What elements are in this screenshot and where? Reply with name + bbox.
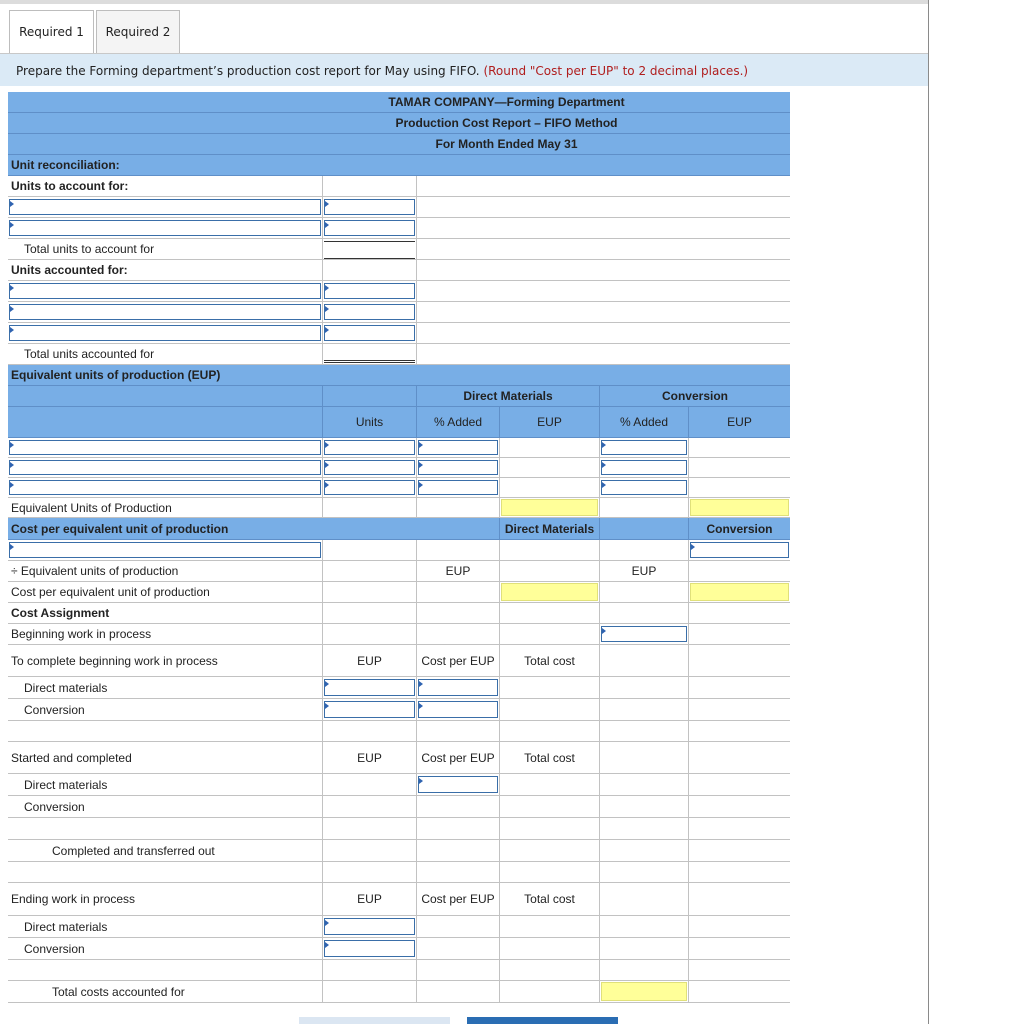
- dm-eup-total[interactable]: [501, 499, 598, 516]
- tc-eup-header: EUP: [357, 653, 382, 668]
- cost-per-eup-heading: Cost per equivalent unit of production: [11, 521, 229, 536]
- sc-cost-per-eup-header: Cost per EUP: [421, 750, 495, 765]
- tc-conv-label: Conversion: [24, 702, 85, 717]
- ewip-dm-label: Direct materials: [24, 919, 108, 934]
- dm-eup-header: EUP: [537, 415, 562, 429]
- next-button[interactable]: [467, 1017, 618, 1024]
- units-input-row: [8, 281, 790, 302]
- started-completed-label: Started and completed: [11, 750, 132, 765]
- eup-column-header: [8, 407, 790, 438]
- to-complete-label: To complete beginning work in process: [11, 653, 218, 668]
- instruction-text: Prepare the Forming department’s production cost report for May using FIFO.: [16, 64, 480, 78]
- dm-pct-added-header: % Added: [433, 415, 483, 429]
- eup-input-row: [8, 458, 790, 478]
- units-accounted-label-input-1[interactable]: [9, 283, 321, 299]
- eup-input-row: [8, 478, 790, 498]
- ewip-total-cost-header: Total cost: [524, 892, 575, 906]
- cpe-conv-header: Conversion: [706, 521, 773, 536]
- ewip-dm-eup-input[interactable]: [324, 918, 415, 935]
- direct-materials-header: Direct Materials: [463, 389, 553, 403]
- tab-required-1[interactable]: Required 1: [9, 10, 94, 53]
- sc-dm-row: [8, 774, 790, 796]
- units-to-account-for-row: [8, 176, 790, 197]
- beginning-wip-label: Beginning work in process: [11, 627, 152, 641]
- total-units-accounted-row: [8, 344, 790, 365]
- eup-units-input-1[interactable]: [324, 440, 415, 455]
- dm-cost-per-eup[interactable]: [501, 583, 598, 601]
- unit-reconciliation-label: Unit reconciliation:: [11, 158, 120, 172]
- eup-dm-pct-input-1[interactable]: [418, 440, 498, 455]
- units-accounted-value-input-3[interactable]: [324, 325, 415, 341]
- eup-units-input-2[interactable]: [324, 460, 415, 475]
- divide-eup-label: ÷ Equivalent units of production: [11, 564, 179, 578]
- spacer-row: [8, 721, 790, 742]
- conv-eup-header: EUP: [727, 415, 752, 429]
- cost-assignment-label: Cost Assignment: [11, 606, 110, 620]
- prev-button[interactable]: [299, 1017, 450, 1024]
- spacer-row: [8, 818, 790, 840]
- ewip-conv-label: Conversion: [24, 941, 85, 956]
- eup-dm-pct-input-3[interactable]: [418, 480, 498, 495]
- ewip-eup-header: EUP: [357, 892, 382, 906]
- beginning-wip-cost-input[interactable]: [601, 626, 687, 642]
- cost-per-eup-header-row: [8, 518, 790, 540]
- sc-eup-header: EUP: [357, 750, 382, 765]
- report-subtitle: Production Cost Report – FIFO Method: [395, 116, 618, 130]
- eup-conv-pct-input-2[interactable]: [601, 460, 687, 475]
- total-units-to-account-label: Total units to account for: [24, 242, 155, 256]
- tc-cost-per-eup-header: Cost per EUP: [421, 653, 495, 668]
- beginning-wip-row: [8, 624, 790, 645]
- total-units-to-account-row: [8, 239, 790, 260]
- company-title: TAMAR COMPANY—Forming Department: [388, 95, 625, 109]
- ewip-conv-eup-input[interactable]: [324, 940, 415, 957]
- tc-dm-eup-input[interactable]: [324, 679, 415, 696]
- units-input-row: [8, 323, 790, 344]
- eup-section-header: [8, 365, 790, 386]
- total-units-accounted-label: Total units accounted for: [24, 347, 155, 361]
- conv-pct-added-header: % Added: [619, 415, 669, 429]
- divide-eup-row: [8, 561, 790, 582]
- report-period-row: [8, 134, 790, 155]
- ewip-dm-row: [8, 916, 790, 938]
- eup-conv-pct-input-3[interactable]: [601, 480, 687, 495]
- cost-assignment-row: [8, 603, 790, 624]
- tc-dm-label: Direct materials: [24, 680, 108, 695]
- report-subtitle-row: [8, 113, 790, 134]
- conversion-header: Conversion: [661, 389, 728, 403]
- sc-conv-row: [8, 796, 790, 818]
- eup-group-header: [8, 386, 790, 407]
- spacer-row: [8, 960, 790, 981]
- completed-transferred-row: [8, 840, 790, 862]
- conv-eup-total[interactable]: [690, 499, 789, 516]
- production-cost-report: [8, 92, 790, 1003]
- sc-dm-label: Direct materials: [24, 777, 108, 792]
- ending-wip-label: Ending work in process: [11, 892, 136, 906]
- ewip-cost-per-eup-header: Cost per EUP: [421, 892, 495, 906]
- rounding-note: (Round "Cost per EUP" to 2 decimal places.): [483, 64, 749, 78]
- report-title-row: [8, 92, 790, 113]
- units-to-account-value-input-1[interactable]: [324, 199, 415, 215]
- eup-label-input-1[interactable]: [9, 440, 321, 455]
- eup-conv-pct-input-1[interactable]: [601, 440, 687, 455]
- tc-conv-cost-per-eup-input[interactable]: [418, 701, 498, 718]
- top-border: [0, 0, 928, 4]
- cost-per-eup-label: Cost per equivalent unit of production: [11, 585, 210, 599]
- total-units-to-account-value: [324, 241, 415, 259]
- right-border: [928, 0, 929, 1024]
- spacer-row: [8, 862, 790, 883]
- sc-dm-cost-per-eup-input[interactable]: [418, 776, 498, 793]
- eup-total-label: Equivalent Units of Production: [11, 500, 172, 515]
- instruction-bar: [0, 54, 928, 86]
- tc-dm-row: [8, 677, 790, 699]
- eup-total-row: [8, 498, 790, 518]
- divide-dm-eup-label: EUP: [445, 564, 471, 578]
- cpe-dm-header: Direct Materials: [504, 521, 595, 536]
- completed-transferred-label: Completed and transferred out: [52, 843, 215, 858]
- tc-dm-cost-per-eup-input[interactable]: [418, 679, 498, 696]
- conv-cost-input[interactable]: [690, 542, 789, 558]
- units-input-row: [8, 302, 790, 323]
- ending-wip-header-row: [8, 883, 790, 916]
- report-period: For Month Ended May 31: [435, 137, 578, 151]
- units-input-row: [8, 197, 790, 218]
- sc-conv-label: Conversion: [24, 799, 85, 814]
- units-accounted-value-input-1[interactable]: [324, 283, 415, 299]
- eup-label-input-3[interactable]: [9, 480, 321, 495]
- to-complete-header-row: [8, 645, 790, 677]
- started-completed-header-row: [8, 742, 790, 774]
- units-accounted-label-input-3[interactable]: [9, 325, 321, 341]
- eup-heading: Equivalent units of production (EUP): [11, 368, 221, 382]
- tab-required-2[interactable]: Required 2: [96, 10, 180, 53]
- units-input-row: [8, 218, 790, 239]
- unit-reconciliation-header: [8, 155, 790, 176]
- units-accounted-label-input-2[interactable]: [9, 304, 321, 320]
- ewip-conv-row: [8, 938, 790, 960]
- units-col-header: Units: [355, 415, 384, 429]
- divide-conv-eup-label: EUP: [631, 564, 657, 578]
- units-to-account-label-input-1[interactable]: [9, 199, 321, 215]
- total-costs-row: [8, 981, 790, 1003]
- eup-input-row: [8, 438, 790, 458]
- tc-conv-eup-input[interactable]: [324, 701, 415, 718]
- cost-per-eup-row: [8, 582, 790, 603]
- total-costs-label: Total costs accounted for: [52, 984, 185, 999]
- total-units-accounted-value: [324, 360, 415, 363]
- cost-label-input[interactable]: [9, 542, 321, 558]
- eup-label-input-2[interactable]: [9, 460, 321, 475]
- total-costs-value[interactable]: [601, 982, 687, 1001]
- eup-units-input-3[interactable]: [324, 480, 415, 495]
- conv-cost-per-eup[interactable]: [690, 583, 789, 601]
- cost-input-row: [8, 540, 790, 561]
- units-to-account-value-input-2[interactable]: [324, 220, 415, 236]
- units-to-account-label-input-2[interactable]: [9, 220, 321, 236]
- sc-total-cost-header: Total cost: [524, 750, 575, 765]
- tc-conv-row: [8, 699, 790, 721]
- units-accounted-for-label: Units accounted for:: [11, 263, 128, 277]
- tc-total-cost-header: Total cost: [524, 653, 575, 668]
- eup-dm-pct-input-2[interactable]: [418, 460, 498, 475]
- units-to-account-for-label: Units to account for:: [11, 179, 129, 193]
- units-accounted-for-row: [8, 260, 790, 281]
- units-accounted-value-input-2[interactable]: [324, 304, 415, 320]
